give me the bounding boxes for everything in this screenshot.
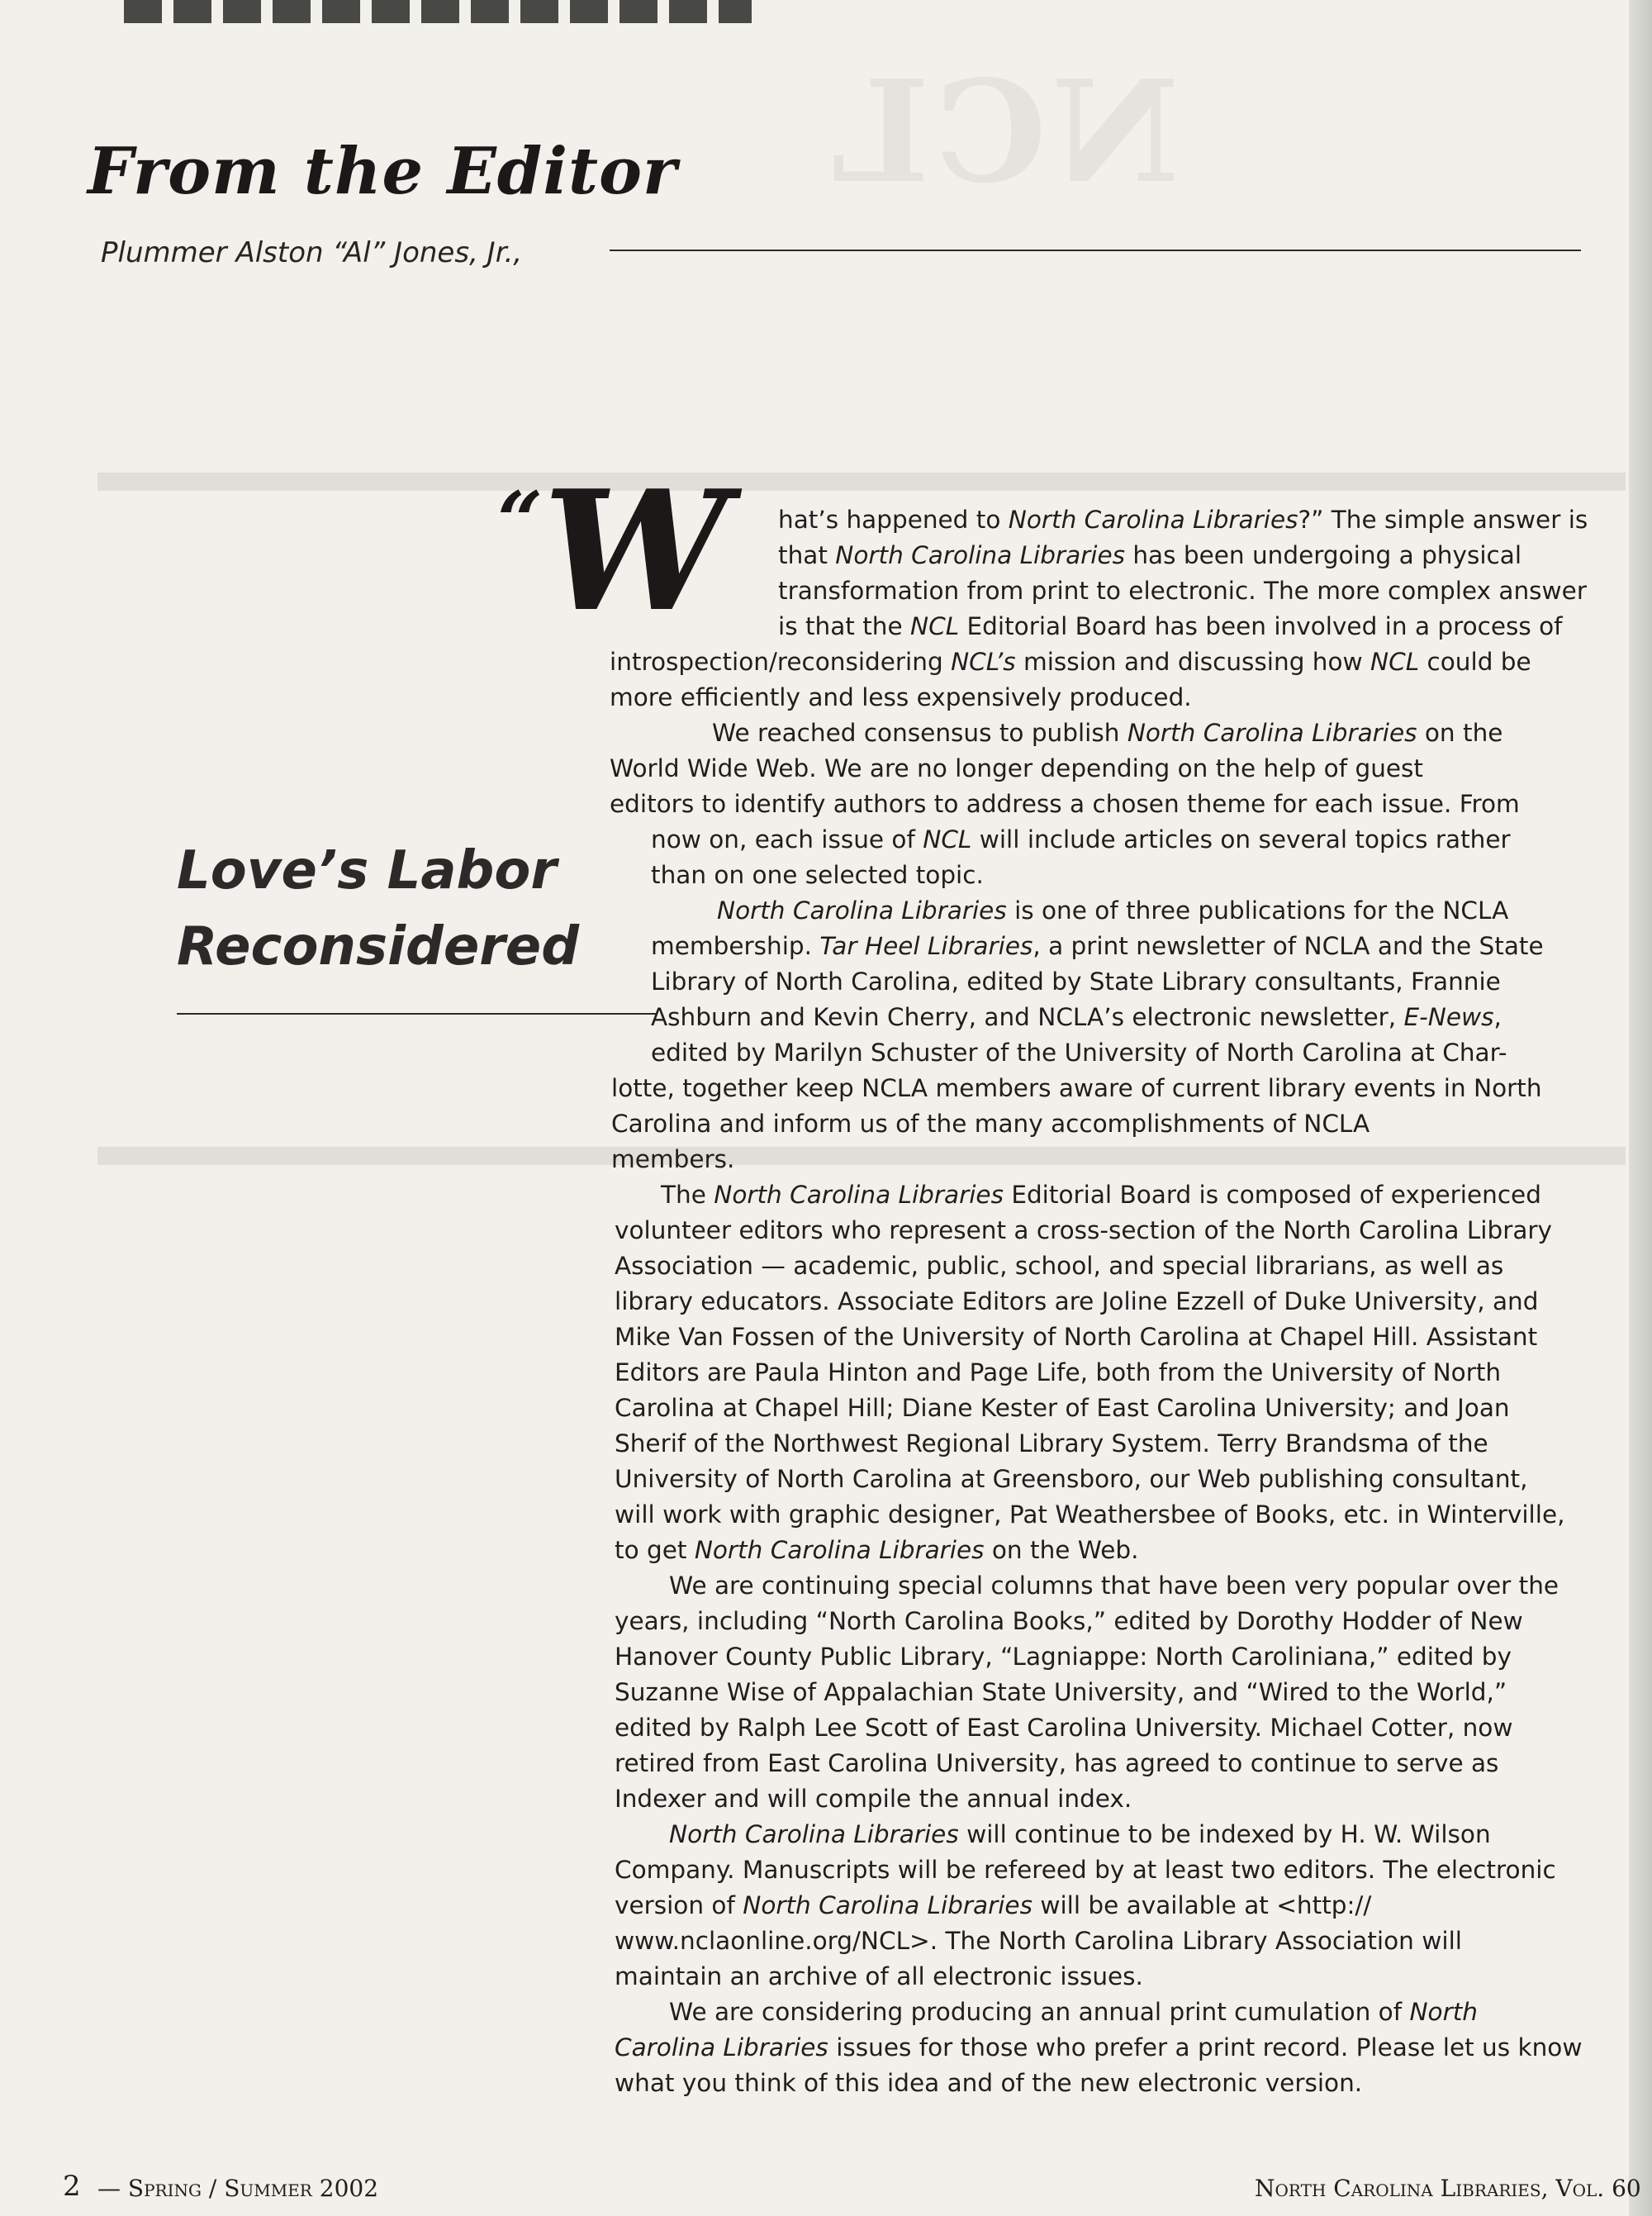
- italic-title: Tar Heel Libraries: [819, 932, 1033, 960]
- italic-title: North: [1409, 1998, 1478, 2026]
- article-line: Suzanne Wise of Appalachian State University, and “Wired to the World,”: [615, 1678, 1507, 1706]
- italic-title: North Carolina Libraries: [743, 1891, 1032, 1919]
- issue-season: — Spring / Summer 2002: [97, 2175, 379, 2202]
- bleed-band: [97, 1147, 1626, 1165]
- byline: Plummer Alston “Al” Jones, Jr.,: [101, 236, 523, 269]
- cropped-header-text: [124, 0, 752, 23]
- drop-cap-quote: “: [497, 474, 544, 568]
- headline-line-1: Love’s Labor: [177, 840, 557, 901]
- headline-rule: [177, 1013, 656, 1015]
- article-line: North Carolina Libraries is one of three publications for the NCLA: [717, 896, 1509, 925]
- drop-cap: [497, 454, 729, 649]
- article-line: library educators. Associate Editors are Joline Ezzell of Duke University, and: [615, 1287, 1539, 1315]
- article-line: than on one selected topic.: [651, 861, 984, 889]
- italic-title: North Carolina Libraries: [669, 1820, 959, 1848]
- article-line: edited by Ralph Lee Scott of East Carolina University. Michael Cotter, now: [615, 1714, 1513, 1742]
- reverse-bleed-masthead: NCL: [826, 50, 1180, 215]
- page-number: 2: [63, 2170, 81, 2203]
- headline-line-2: Reconsidered: [177, 916, 579, 977]
- article-line: Indexer and will compile the annual index.: [615, 1785, 1132, 1813]
- page-edge: [1629, 0, 1652, 2216]
- article-line: more efficiently and less expensively produced.: [610, 683, 1192, 711]
- article-line: volunteer editors who represent a cross-section of the North Carolina Library: [615, 1216, 1553, 1244]
- article-line: lotte, together keep NCLA members aware of current library events in North: [611, 1074, 1542, 1102]
- italic-title: North Carolina Libraries: [1008, 506, 1298, 534]
- article-line: We reached consensus to publish North Carolina Libraries on the: [712, 719, 1503, 747]
- article-line: is that the NCL Editorial Board has been involved in a process of: [778, 612, 1563, 640]
- italic-title: North Carolina Libraries: [1127, 719, 1417, 747]
- article-line: The North Carolina Libraries Editorial Board is composed of experienced: [661, 1181, 1541, 1209]
- article-line: Association — academic, public, school, and special librarians, as well as: [615, 1252, 1504, 1280]
- italic-title: Carolina Libraries: [615, 2033, 828, 2061]
- italic-title: North Carolina Libraries: [835, 541, 1125, 569]
- article-line: University of North Carolina at Greensboro, our Web publishing consultant,: [615, 1465, 1528, 1493]
- italic-title: North Carolina Libraries: [714, 1181, 1004, 1209]
- article-line: transformation from print to electronic. The more complex answer: [778, 577, 1587, 605]
- article-line: Carolina and inform us of the many accomplishments of NCLA: [611, 1110, 1370, 1138]
- italic-title: E-News: [1403, 1003, 1494, 1031]
- article-line: hat’s happened to North Carolina Libraries?” The simple answer is: [778, 506, 1588, 534]
- italic-title: NCL’s: [951, 648, 1016, 676]
- article-line: Ashburn and Kevin Cherry, and NCLA’s electronic newsletter, E-News,: [651, 1003, 1502, 1031]
- article-line: editors to identify authors to address a chosen theme for each issue. From: [610, 790, 1520, 818]
- article-line: World Wide Web. We are no longer depending on the help of guest: [610, 754, 1423, 782]
- article-line: Mike Van Fossen of the University of North Carolina at Chapel Hill. Assistant: [615, 1323, 1538, 1351]
- drop-cap-letter: W: [543, 454, 729, 649]
- italic-title: NCL: [1370, 648, 1420, 676]
- article-line: Editors are Paula Hinton and Page Life, both from the University of North: [615, 1358, 1502, 1386]
- article-line: Hanover County Public Library, “Lagniappe: North Caroliniana,” edited by: [615, 1643, 1512, 1671]
- article-line: North Carolina Libraries will continue to be indexed by H. W. Wilson: [669, 1820, 1491, 1848]
- article-line: to get North Carolina Libraries on the Web.: [615, 1536, 1139, 1564]
- article-line: membership. Tar Heel Libraries, a print newsletter of NCLA and the State: [651, 932, 1544, 960]
- article-line: retired from East Carolina University, has agreed to continue to serve as: [615, 1749, 1499, 1777]
- article-line: Company. Manuscripts will be refereed by at least two editors. The electronic: [615, 1856, 1556, 1884]
- article-line: that North Carolina Libraries has been undergoing a physical: [778, 541, 1522, 569]
- italic-title: North Carolina Libraries: [694, 1536, 985, 1564]
- article-line: will work with graphic designer, Pat Weathersbee of Books, etc. in Winterville,: [615, 1500, 1565, 1529]
- journal-volume: North Carolina Libraries, Vol. 60: [1255, 2175, 1641, 2202]
- article-line: Sherif of the Northwest Regional Library System. Terry Brandsma of the: [615, 1429, 1488, 1458]
- italic-title: NCL: [910, 612, 960, 640]
- section-title: From the Editor: [88, 134, 678, 209]
- article-line: years, including “North Carolina Books,” edited by Dorothy Hodder of New: [615, 1607, 1523, 1635]
- article-line: Carolina at Chapel Hill; Diane Kester of East Carolina University; and Joan: [615, 1394, 1510, 1422]
- article-line: We are continuing special columns that have been very popular over the: [669, 1572, 1559, 1600]
- article-line: Library of North Carolina, edited by State Library consultants, Frannie: [651, 968, 1501, 996]
- bleed-band: [97, 473, 1626, 491]
- article-line: members.: [611, 1145, 735, 1173]
- article-line: now on, each issue of NCL will include articles on several topics rather: [651, 825, 1511, 854]
- article-line: introspection/reconsidering NCL’s mission and discussing how NCL could be: [610, 648, 1531, 676]
- article-line: version of North Carolina Libraries will be available at <http://: [615, 1891, 1372, 1919]
- article-line: maintain an archive of all electronic issues.: [615, 1962, 1143, 1990]
- italic-title: NCL: [923, 825, 972, 854]
- italic-title: North Carolina Libraries: [717, 896, 1007, 925]
- article-line: Carolina Libraries issues for those who prefer a print record. Please let us know: [615, 2033, 1583, 2061]
- article-line: what you think of this idea and of the new electronic version.: [615, 2069, 1363, 2097]
- article-headline: [177, 833, 579, 985]
- byline-rule: [610, 250, 1581, 251]
- article-line: edited by Marilyn Schuster of the University of North Carolina at Char-: [651, 1039, 1507, 1067]
- article-line: www.nclaonline.org/NCL>. The North Carolina Library Association will: [615, 1927, 1462, 1955]
- article-line: We are considering producing an annual print cumulation of North: [669, 1998, 1478, 2026]
